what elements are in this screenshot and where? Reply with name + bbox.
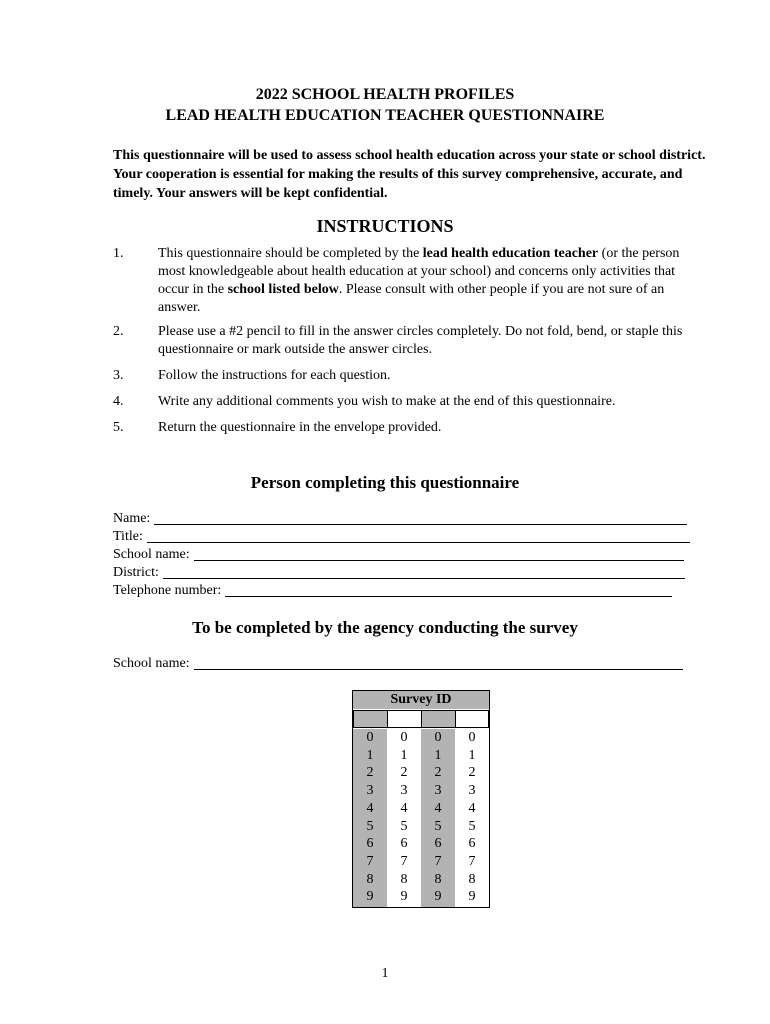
title-input-line[interactable] xyxy=(147,528,690,543)
digit-option-3[interactable]: 3 xyxy=(366,783,374,799)
field-label: Title: xyxy=(113,529,143,544)
digit-option-9[interactable]: 9 xyxy=(366,889,374,905)
survey-id-digit-column-3 xyxy=(421,729,455,907)
digit-option-4[interactable]: 4 xyxy=(468,800,476,816)
survey-id-digit-column-1 xyxy=(353,729,387,907)
document-title-questionnaire: LEAD HEALTH EDUCATION TEACHER QUESTIONNAIRE xyxy=(165,107,605,124)
digit-option-8[interactable]: 8 xyxy=(400,871,408,887)
digit-option-5[interactable]: 5 xyxy=(468,818,476,834)
telephone-input-line[interactable] xyxy=(225,582,672,597)
digit-option-2[interactable]: 2 xyxy=(468,765,476,781)
field-label: Name: xyxy=(113,511,151,526)
instruction-number: 2. xyxy=(113,324,124,339)
digit-option-9[interactable]: 9 xyxy=(400,889,408,905)
instruction-text: This questionnaire should be completed by the lead health education teacher (or the person most knowledgeable about health education at your school) and concerns only activities that occur in the school listed below. Please consult with other people if you are not sure of an answer. xyxy=(158,246,680,315)
survey-id-grid xyxy=(352,690,490,908)
survey-id-header: Survey ID xyxy=(353,691,489,709)
instruction-text: Follow the instructions for each question. xyxy=(158,368,391,383)
field-label: District: xyxy=(113,565,159,580)
digit-option-5[interactable]: 5 xyxy=(434,818,442,834)
instruction-text: Return the questionnaire in the envelope provided. xyxy=(158,420,442,435)
name-field[interactable] xyxy=(113,510,687,528)
title-field[interactable] xyxy=(113,528,690,546)
district-field[interactable] xyxy=(113,564,685,582)
agency-school-name-field[interactable] xyxy=(113,655,683,673)
name-input-line[interactable] xyxy=(154,510,687,525)
survey-id-entry-box-3[interactable] xyxy=(421,710,456,728)
digit-option-2[interactable]: 2 xyxy=(400,765,408,781)
survey-id-digit-column-4 xyxy=(455,729,489,907)
digit-option-4[interactable]: 4 xyxy=(434,800,442,816)
field-label: School name: xyxy=(113,656,190,671)
digit-option-4[interactable]: 4 xyxy=(366,800,374,816)
digit-option-7[interactable]: 7 xyxy=(468,853,476,869)
digit-option-5[interactable]: 5 xyxy=(400,818,408,834)
digit-option-3[interactable]: 3 xyxy=(434,783,442,799)
digit-option-7[interactable]: 7 xyxy=(400,853,408,869)
survey-id-entry-box-2[interactable] xyxy=(387,710,422,728)
digit-option-8[interactable]: 8 xyxy=(366,871,374,887)
instruction-text: Write any additional comments you wish to make at the end of this questionnaire. xyxy=(158,394,616,409)
digit-option-6[interactable]: 6 xyxy=(366,836,374,852)
digit-option-7[interactable]: 7 xyxy=(366,853,374,869)
page-number: 1 xyxy=(381,966,389,981)
instruction-number: 3. xyxy=(113,368,124,383)
digit-option-0[interactable]: 0 xyxy=(366,730,374,745)
agency-section-heading: To be completed by the agency conducting the survey xyxy=(192,618,578,637)
digit-option-8[interactable]: 8 xyxy=(434,871,442,887)
digit-option-0[interactable]: 0 xyxy=(468,730,476,745)
instruction-number: 4. xyxy=(113,394,124,409)
digit-option-7[interactable]: 7 xyxy=(434,853,442,869)
document-title-year: 2022 SCHOOL HEALTH PROFILES xyxy=(255,86,515,103)
digit-option-8[interactable]: 8 xyxy=(468,871,476,887)
instruction-number: 1. xyxy=(113,246,124,261)
district-input-line[interactable] xyxy=(163,564,685,579)
digit-option-0[interactable]: 0 xyxy=(400,730,408,745)
person-section-heading: Person completing this questionnaire xyxy=(250,473,520,492)
survey-id-digit-column-2 xyxy=(387,729,421,907)
digit-option-0[interactable]: 0 xyxy=(434,730,442,745)
digit-option-6[interactable]: 6 xyxy=(400,836,408,852)
field-label: School name: xyxy=(113,547,190,562)
digit-option-6[interactable]: 6 xyxy=(434,836,442,852)
digit-option-1[interactable]: 1 xyxy=(434,747,442,763)
digit-option-2[interactable]: 2 xyxy=(366,765,374,781)
digit-option-1[interactable]: 1 xyxy=(468,747,476,763)
school-name-field[interactable] xyxy=(113,546,684,564)
field-label: Telephone number: xyxy=(113,583,222,598)
instructions-heading: INSTRUCTIONS xyxy=(316,216,454,236)
intro-paragraph: This questionnaire will be used to assess school health education across your state or school district. Your cooperation is essential for making the results of this survey comprehensive, accurate, and timely. Your answers will be kept confidential. xyxy=(113,148,706,201)
digit-option-9[interactable]: 9 xyxy=(434,889,442,905)
digit-option-2[interactable]: 2 xyxy=(434,765,442,781)
agency-school-name-input-line[interactable] xyxy=(194,655,683,670)
digit-option-1[interactable]: 1 xyxy=(366,747,374,763)
digit-option-3[interactable]: 3 xyxy=(400,783,408,799)
digit-option-4[interactable]: 4 xyxy=(400,800,408,816)
digit-option-1[interactable]: 1 xyxy=(400,747,408,763)
telephone-field[interactable] xyxy=(113,582,672,600)
survey-id-entry-box-4[interactable] xyxy=(455,710,489,728)
digit-option-3[interactable]: 3 xyxy=(468,783,476,799)
digit-option-5[interactable]: 5 xyxy=(366,818,374,834)
survey-id-entry-box-1[interactable] xyxy=(353,710,388,728)
instruction-number: 5. xyxy=(113,420,124,435)
instruction-text: Please use a #2 pencil to fill in the answer circles completely. Do not fold, bend, or staple this questionnaire or mark outside the answer circles. xyxy=(158,324,683,357)
digit-option-9[interactable]: 9 xyxy=(468,889,476,905)
school-name-input-line[interactable] xyxy=(194,546,684,561)
digit-option-6[interactable]: 6 xyxy=(468,836,476,852)
